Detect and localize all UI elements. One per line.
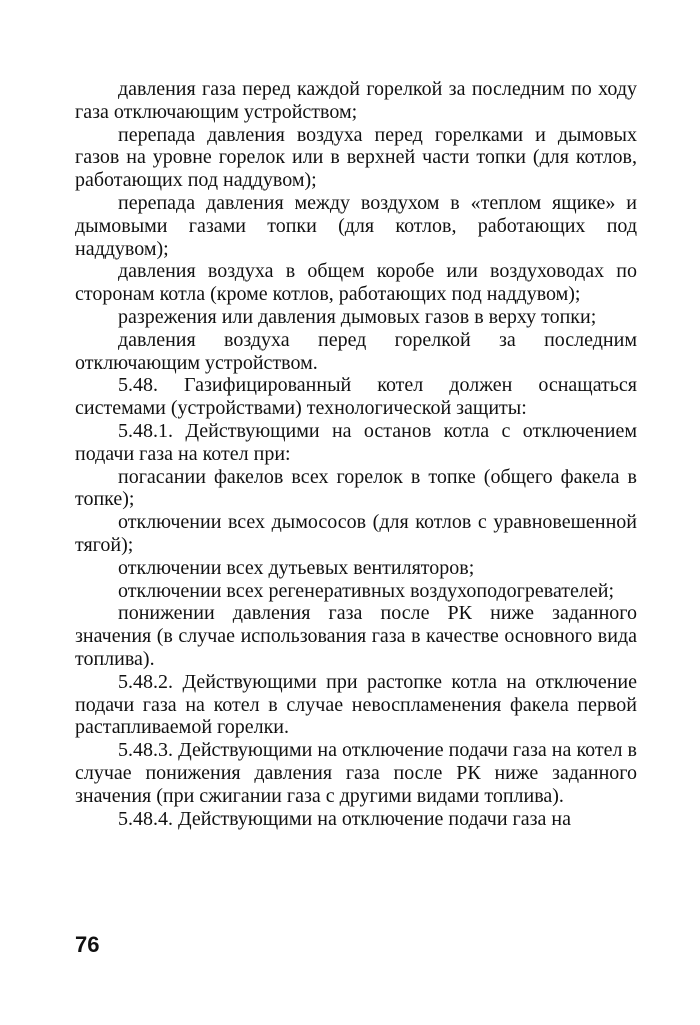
paragraph-section-5-48-1: 5.48.1. Действующими на останов котла с отключением подачи газа на котел при: (75, 419, 637, 465)
paragraph-section-5-48-4: 5.48.4. Действующими на отключение подачи газа на (118, 807, 571, 830)
body-text (75, 78, 637, 830)
paragraph-air-flue-pressure-drop: перепада давления воздуха перед горелками и дымовых газов на уровне горелок или в верхней части топки (для котлов, работающих под наддувом); (75, 123, 637, 192)
paragraph-blowers-off: отключении всех дутьевых вентиляторов; (118, 556, 475, 579)
page-number: 76 (75, 932, 100, 957)
paragraph-air-duct-pressure: давления воздуха в общем коробе или воздуховодах по сторонам котла (кроме котлов, работающих под наддувом); (75, 260, 637, 306)
paragraph-furnace-top-draft: разрежения или давления дымовых газов в верху топки; (118, 305, 597, 328)
paragraph-section-5-48-3: 5.48.3. Действующими на отключение подачи газа на котел в случае понижения давления газа после РК ниже заданного значения (при сжигании газа с другими видами топлива). (75, 739, 637, 807)
paragraph-flame-loss: погасании факелов всех горелок в топке (общего факела в топке); (75, 465, 637, 511)
paragraph-burner-gas-pressure: давления газа перед каждой горелкой за последним по ходу газа отключающим устройством; (75, 78, 637, 123)
paragraph-warm-box-pressure-drop: перепада давления между воздухом в «теплом ящике» и дымовыми газами топки (для котлов, работающих под наддувом); (75, 191, 637, 260)
paragraph-smoke-exhausters-off: отключении всех дымососов (для котлов с уравновешенной тягой); (75, 511, 637, 556)
paragraph-section-5-48-2: 5.48.2. Действующими при растопке котла на отключение подачи газа на котел в случае невоспламенения факела первой растапливаемой горелки. (75, 670, 637, 739)
paragraph-air-heaters-off: отключении всех регенеративных воздухоподогревателей; (118, 579, 615, 602)
paragraph-section-5-48: 5.48. Газифицированный котел должен оснащаться системами (устройствами) технологической защиты: (75, 374, 637, 420)
paragraph-burner-air-pressure: давления воздуха перед горелкой за последним отключающим устройством. (75, 328, 637, 374)
paragraph-gas-pressure-drop-main-fuel: понижении давления газа после РК ниже заданного значения (в случае использования газа в качестве основного вида топлива). (75, 602, 637, 670)
